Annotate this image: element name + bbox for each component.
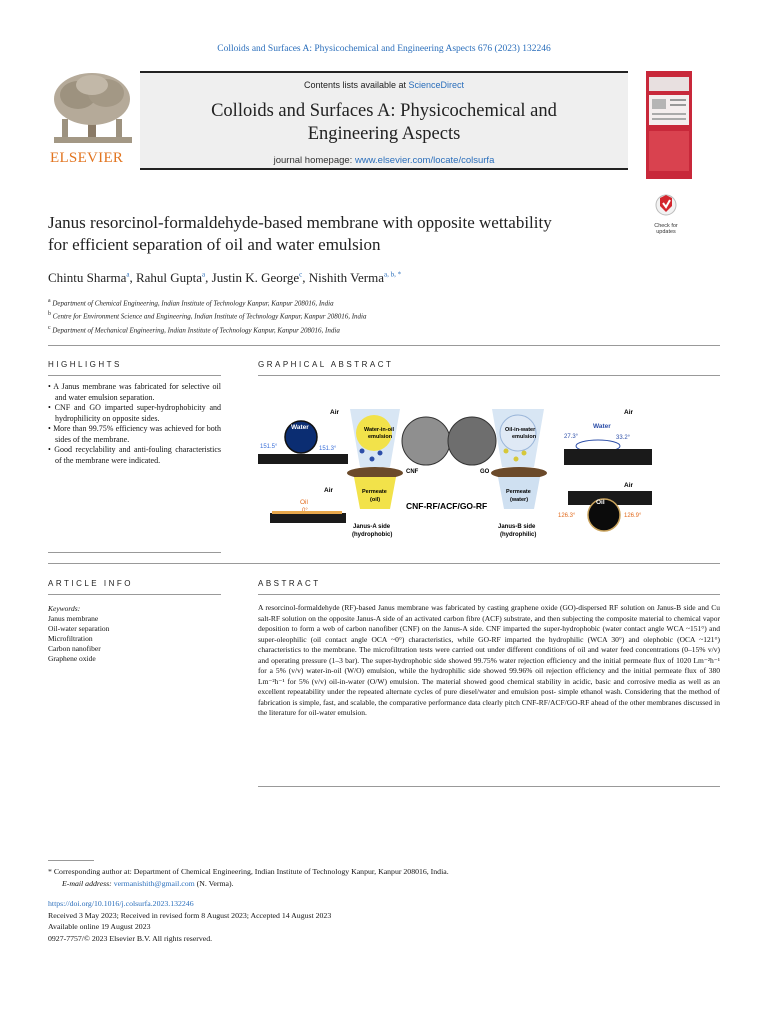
abstract-bottom-rule <box>258 786 720 787</box>
author-separator: , <box>205 270 212 285</box>
article-title <box>48 212 648 256</box>
article-title-line1: Janus resorcinol-formaldehyde-based membrane with opposite wettability <box>48 213 552 232</box>
homepage-line <box>140 155 628 166</box>
highlight-item: • A Janus membrane was fabricated for selective oil and water emulsion separation. <box>48 382 221 402</box>
highlight-item: • Good recyclability and anti-fouling characteristics of the membrane were indicated. <box>48 445 221 465</box>
affiliation-item <box>48 296 366 309</box>
air-label: Air <box>624 409 634 416</box>
membrane-name: CNF-RF/ACF/GO-RF <box>406 501 488 511</box>
keyword-item: Janus membrane <box>48 614 99 623</box>
janus-b-label: (hydrophilic) <box>500 532 537 538</box>
check-updates-line1: Check for <box>654 223 678 229</box>
affiliation-sup: b <box>48 311 51 318</box>
journal-title <box>140 100 628 146</box>
journal-cover-image[interactable] <box>646 71 692 179</box>
janus-a-label: Janus-A side <box>353 524 391 530</box>
acf-sem-micrograph <box>448 417 496 465</box>
oil-spread-film <box>272 511 342 514</box>
article-info-rule <box>48 594 221 595</box>
journal-title-line1: Colloids and Surfaces A: Physicochemical and <box>211 101 557 121</box>
oil-particle <box>522 451 527 456</box>
highlights-list <box>48 382 221 466</box>
author-name[interactable]: Justin K. George <box>211 270 300 285</box>
author-affil-sup[interactable]: c <box>299 270 303 279</box>
graphical-abstract-svg <box>258 405 670 545</box>
water-particle <box>378 451 383 456</box>
graphical-abstract-figure[interactable] <box>258 405 670 545</box>
email-link[interactable]: vermanishith@gmail.com <box>113 879 195 888</box>
cnf-label: CNF <box>406 469 419 475</box>
affiliations <box>48 296 366 336</box>
copyright-notice: 0927-7757/© 2023 Elsevier B.V. All rights reserved. <box>48 933 213 943</box>
author-separator: , <box>129 270 136 285</box>
contact-angle-label: 151.3° <box>319 446 337 452</box>
hydrophobic-surface-left <box>258 454 348 464</box>
oil-particle <box>514 457 519 462</box>
keyword-item: Oil-water separation <box>48 624 110 633</box>
corresponding-author-note: * Corresponding author at: Department of Chemical Engineering, Indian Institute of Technology Kanpur, Kanpur 208016, India. <box>48 867 449 876</box>
hydrophilic-surface-right <box>564 449 652 465</box>
affiliation-sup: c <box>48 324 51 331</box>
highlight-item: • CNF and GO imparted super-hydrophobicity and hydrophilicity on opposite sides. <box>48 403 221 423</box>
section-divider <box>48 345 720 346</box>
contact-angle-label: 33.2° <box>616 435 631 441</box>
footnotes <box>48 866 720 890</box>
permeate-label: Permeate <box>506 489 531 495</box>
doi-link[interactable]: https://doi.org/10.1016/j.colsurfa.2023.132246 <box>48 899 194 908</box>
email-label: E-mail address: <box>62 879 114 888</box>
air-label: Air <box>324 487 334 494</box>
sciencedirect-link[interactable]: ScienceDirect <box>408 80 465 90</box>
keyword-item: Carbon nanofiber <box>48 644 101 653</box>
check-updates-icon <box>655 194 677 218</box>
publication-info <box>48 898 720 944</box>
keyword-item: Microfiltration <box>48 634 93 643</box>
contact-angle-label: 126.9° <box>624 513 642 519</box>
permeate-label: (water) <box>510 497 529 503</box>
permeate-label: (oil) <box>370 497 381 503</box>
author-name[interactable]: Rahul Gupta <box>135 270 203 285</box>
abstract-rule <box>258 594 720 595</box>
air-label: Air <box>624 482 634 489</box>
publisher-name: ELSEVIER <box>50 150 124 166</box>
affiliation-item <box>48 309 366 322</box>
emulsion-label-line1: Oil-in-water <box>505 427 536 433</box>
contact-angle-label: 27.3° <box>564 434 579 440</box>
email-note <box>48 878 720 890</box>
author-list <box>48 270 401 286</box>
author-name[interactable]: Chintu Sharma <box>48 270 127 285</box>
emulsion-label-line2: emulsion <box>512 434 537 440</box>
elsevier-logo[interactable] <box>48 71 138 170</box>
affiliation-text: Department of Chemical Engineering, Indian Institute of Technology Kanpur, Kanpur 208016, India <box>52 299 334 308</box>
janus-b-label: Janus-B side <box>498 524 536 530</box>
available-online-date: Available online 19 August 2023 <box>48 922 151 931</box>
affiliation-text: Department of Mechanical Engineering, Indian Institute of Technology Kanpur, Kanpur 208016, India <box>52 325 340 334</box>
air-label: Air <box>330 409 340 416</box>
janus-a-label: (hydrophobic) <box>352 532 393 538</box>
author-affil-sup[interactable]: a, b, * <box>384 270 402 279</box>
journal-title-line2: Engineering Aspects <box>307 124 461 144</box>
journal-homepage-link[interactable]: www.elsevier.com/locate/colsurfa <box>354 155 495 166</box>
journal-citation[interactable]: Colloids and Surfaces A: Physicochemical and Engineering Aspects 676 (2023) 132246 <box>217 44 551 54</box>
article-title-line2: for efficient separation of oil and water emulsion <box>48 235 381 254</box>
check-for-updates-button[interactable] <box>648 194 684 235</box>
check-updates-line2: updates <box>656 229 676 235</box>
water-label-left: Water <box>291 424 309 431</box>
permeate-label: Permeate <box>362 489 387 495</box>
journal-banner <box>140 71 628 170</box>
emulsion-drop-right <box>500 415 536 451</box>
emulsion-drop-left <box>356 415 392 451</box>
section-divider <box>48 563 720 564</box>
article-info-heading: ARTICLE INFO <box>48 579 133 588</box>
author-affil-sup[interactable]: a <box>126 270 130 279</box>
journal-masthead <box>48 71 692 170</box>
highlight-item: • More than 99.75% efficiency was achieved for both sides of the membrane. <box>48 424 221 444</box>
keyword-item: Graphene oxide <box>48 654 96 663</box>
keywords-label: Keywords: <box>48 604 81 613</box>
water-particle <box>370 457 375 462</box>
author-name[interactable]: Nishith Verma <box>308 270 385 285</box>
emulsion-label-line1: Water-in-oil <box>364 427 395 433</box>
footnote-rule <box>48 860 94 861</box>
emulsion-label-line2: emulsion <box>368 434 393 440</box>
highlights-heading: HIGHLIGHTS <box>48 360 122 369</box>
water-label-right: Water <box>593 423 611 430</box>
go-label: GO <box>480 469 490 475</box>
affiliation-item <box>48 323 366 336</box>
contact-angle-label: 151.5° <box>260 444 278 450</box>
abstract-text: A resorcinol-formaldehyde (RF)-based Janus membrane was fabricated by casting graphene oxide (GO)-dispersed RF solution on Janus-B side and Cu salt-RF solution on the opposite Janus-A side of an activated carbon fibre (ACF) substrate, and then subjecting the composite material to chemical vapor deposition to form a web of carbon nanofiber (CNF) on the Janus-A side. CNF imparted the super-hydrophobic (water contact angle WCA ~151°) and super-oleophilic (oil contact angle OCA ~0°) characteristics, while GO-RF imparted the hydrophilic (WCA 30°) and olephobic (OCA ~121°) characteristics to the membrane. The microfiltration tests were carried out under different conditions of oil and water feed concentrations (0–15% v/v) and operating pressure (1–3 bar). The super-hydrophobic side showed 99.75% water rejection efficiency and the initial permeate flux of 1020 Lm⁻²h⁻¹ for a 5% (v/v) water-in-oil (W/O) emulsion, while the hydrophilic side showed 99.96% oil rejection efficiency and the initial permeate flux of 380 Lm⁻²h⁻¹ for 5% (v/v) oil-in-water (O/W) emulsion. The material showed good chemical stability in acidic, basic and corrosive media as well as an excellent repeatability under the repeated alternate cycles of pure diesel/water and emulsion post- simple ethanol wash. Considering that the method of fabrication is simple, fast, and scalable, the comparative performance data clearly pitch CNF-RF/ACF/GO-RF ahead of the other membranes discussed in the literature for oil-water emulsion. <box>258 603 720 717</box>
cnf-sem-micrograph <box>402 417 450 465</box>
contents-prefix: Contents lists available at <box>303 80 409 90</box>
oil-label-left: Oil <box>300 499 308 506</box>
abstract-heading: ABSTRACT <box>258 579 321 588</box>
cover-thumbnail-icon <box>646 71 692 179</box>
water-particle <box>360 449 365 454</box>
highlights-rule <box>48 375 221 376</box>
affiliation-text: Centre for Environment Science and Engineering, Indian Institute of Technology Kanpur, Kanpur 208016, India <box>52 312 367 321</box>
graphical-abstract-rule <box>258 375 720 376</box>
contents-line <box>140 80 628 90</box>
highlights-bottom-rule <box>48 552 221 553</box>
keywords-list <box>48 614 109 664</box>
oleophilic-surface-left <box>270 513 346 523</box>
author-affil-sup[interactable]: a <box>202 270 206 279</box>
graphical-abstract-heading: GRAPHICAL ABSTRACT <box>258 360 394 369</box>
oil-label-right: Oil <box>596 499 605 506</box>
elsevier-tree-icon <box>48 71 138 149</box>
contact-angle-label: 126.3° <box>558 513 576 519</box>
received-dates: Received 3 May 2023; Received in revised form 8 August 2023; Accepted 14 August 2023 <box>48 910 332 920</box>
oil-particle <box>504 449 509 454</box>
homepage-prefix: journal homepage: <box>273 155 355 166</box>
author-separator: , <box>302 270 309 285</box>
email-suffix: (N. Verma). <box>194 879 234 888</box>
affiliation-sup: a <box>48 298 51 304</box>
